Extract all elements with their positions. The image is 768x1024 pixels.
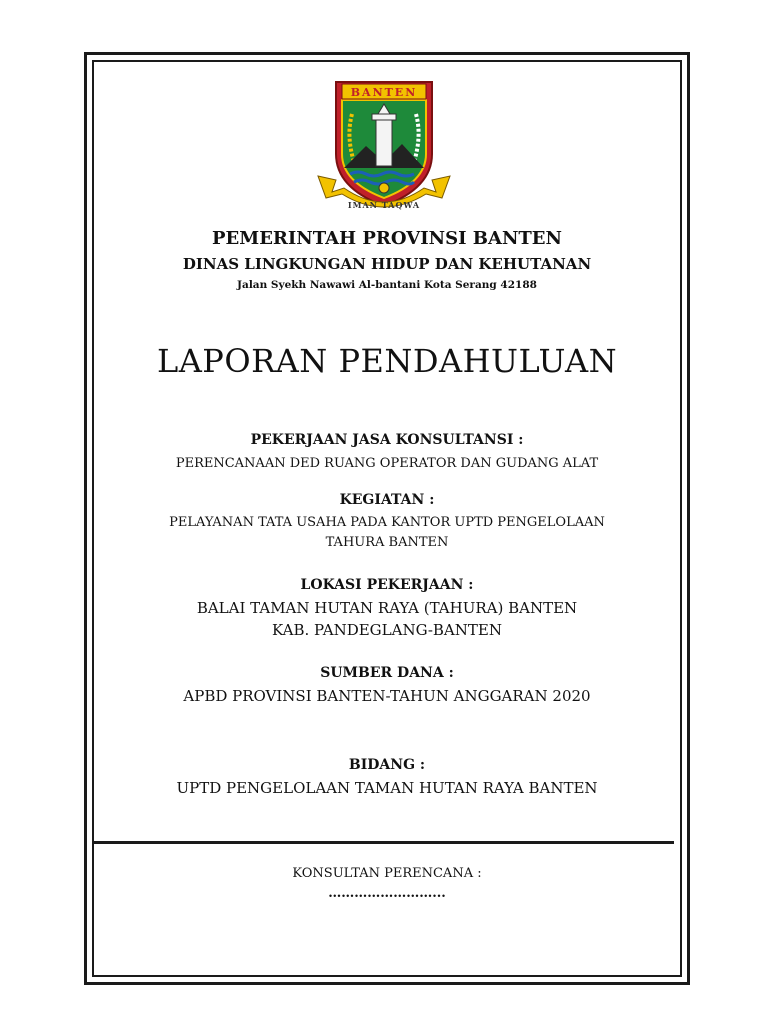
agency-address: Jalan Syekh Nawawi Al-bantani Kota Serang 42188 [237, 279, 537, 291]
location-line-1: BALAI TAMAN HUTAN RAYA (TAHURA) BANTEN [196, 599, 578, 617]
field-value: UPTD PENGELOLAAN TAMAN HUTAN RAYA BANTEN [176, 779, 598, 797]
emblem-ribbon-text: IMAN TAQWA [347, 200, 421, 210]
funding-label: SUMBER DANA : [320, 665, 454, 681]
agency-name: DINAS LINGKUNGAN HIDUP DAN KEHUTANAN [182, 255, 592, 273]
section-divider [92, 841, 674, 844]
work-label: PEKERJAAN JASA KONSULTANSI : [250, 432, 524, 448]
location-line-2: KAB. PANDEGLANG-BANTEN [272, 621, 502, 639]
banten-emblem [314, 76, 454, 218]
work-value: PERENCANAAN DED RUANG OPERATOR DAN GUDANG ALAT [175, 456, 599, 471]
activity-line-1: PELAYANAN TATA USAHA PADA KANTOR UPTD PENGELOLAAN [169, 515, 605, 530]
location-label: LOKASI PEKERJAAN : [300, 577, 474, 593]
document-title: LAPORAN PENDAHULUAN [156, 342, 618, 380]
activity-line-2: TAHURA BANTEN [325, 535, 449, 550]
activity-label: KEGIATAN : [339, 492, 435, 508]
consultant-label: KONSULTAN PERENCANA : [292, 866, 482, 881]
consultant-value: ……………………... [328, 886, 446, 901]
field-label: BIDANG : [348, 757, 426, 773]
government-name: PEMERINTAH PROVINSI BANTEN [212, 228, 562, 249]
emblem-top-text: BANTEN [350, 86, 418, 99]
funding-value: APBD PROVINSI BANTEN-TAHUN ANGGARAN 2020 [183, 687, 591, 705]
